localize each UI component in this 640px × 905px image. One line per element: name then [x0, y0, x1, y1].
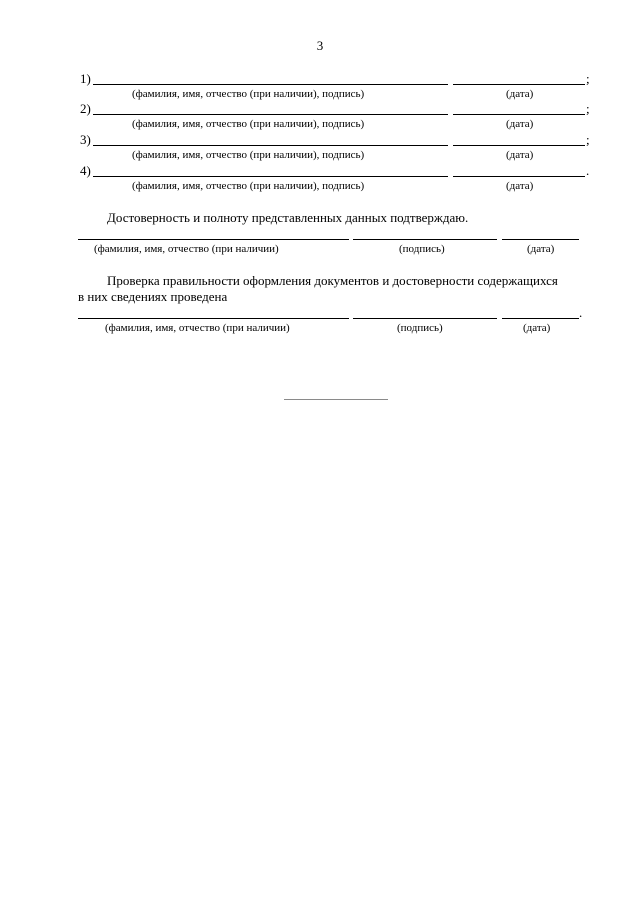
signer-1-name-line[interactable] — [93, 84, 448, 85]
end-separator — [284, 399, 388, 400]
signer-4-end: . — [586, 163, 590, 178]
signer-2-date-caption: (дата) — [506, 118, 534, 130]
signer-2-name-caption: (фамилия, имя, отчество (при наличии), подпись) — [132, 118, 365, 130]
confirm-sign-caption: (подпись) — [399, 243, 445, 255]
signer-1-name-caption: (фамилия, имя, отчество (при наличии), подпись) — [132, 88, 365, 100]
signer-2-name-line[interactable] — [93, 114, 448, 115]
signer-2-end: ; — [586, 101, 590, 116]
signer-4-date-caption: (дата) — [506, 180, 534, 192]
confirm-date-caption: (дата) — [527, 243, 555, 255]
confirm-name-line[interactable] — [78, 239, 349, 240]
check-sign-caption: (подпись) — [397, 322, 443, 334]
signer-3-end: ; — [586, 132, 590, 147]
check-end: . — [579, 305, 583, 320]
signer-1-date-line[interactable] — [453, 84, 585, 85]
signer-2-number: 2) — [80, 101, 91, 116]
check-statement-line1: Проверка правильности оформления документов и достоверности содержащихся — [107, 273, 558, 288]
confirm-statement: Достоверность и полноту представленных данных подтверждаю. — [107, 210, 469, 225]
page-number: 3 — [316, 38, 324, 53]
signer-1-date-caption: (дата) — [506, 88, 534, 100]
check-date-caption: (дата) — [523, 322, 551, 334]
signer-3-name-line[interactable] — [93, 145, 448, 146]
confirm-name-caption: (фамилия, имя, отчество (при наличии) — [94, 243, 279, 255]
signer-3-number: 3) — [80, 132, 91, 147]
signer-4-date-line[interactable] — [453, 176, 585, 177]
signer-1-number: 1) — [80, 71, 91, 86]
signer-3-date-caption: (дата) — [506, 149, 534, 161]
signer-4-number: 4) — [80, 163, 91, 178]
signer-3-date-line[interactable] — [453, 145, 585, 146]
check-name-line[interactable] — [78, 318, 349, 319]
check-sign-line[interactable] — [353, 318, 497, 319]
signer-2-date-line[interactable] — [453, 114, 585, 115]
signer-1-end: ; — [586, 71, 590, 86]
check-statement-line2: в них сведениях проведена — [78, 289, 228, 304]
signer-4-name-line[interactable] — [93, 176, 448, 177]
signer-4-name-caption: (фамилия, имя, отчество (при наличии), подпись) — [132, 180, 365, 192]
confirm-sign-line[interactable] — [353, 239, 497, 240]
check-date-line[interactable] — [502, 318, 579, 319]
signer-3-name-caption: (фамилия, имя, отчество (при наличии), подпись) — [132, 149, 365, 161]
check-name-caption: (фамилия, имя, отчество (при наличии) — [105, 322, 290, 334]
confirm-date-line[interactable] — [502, 239, 579, 240]
